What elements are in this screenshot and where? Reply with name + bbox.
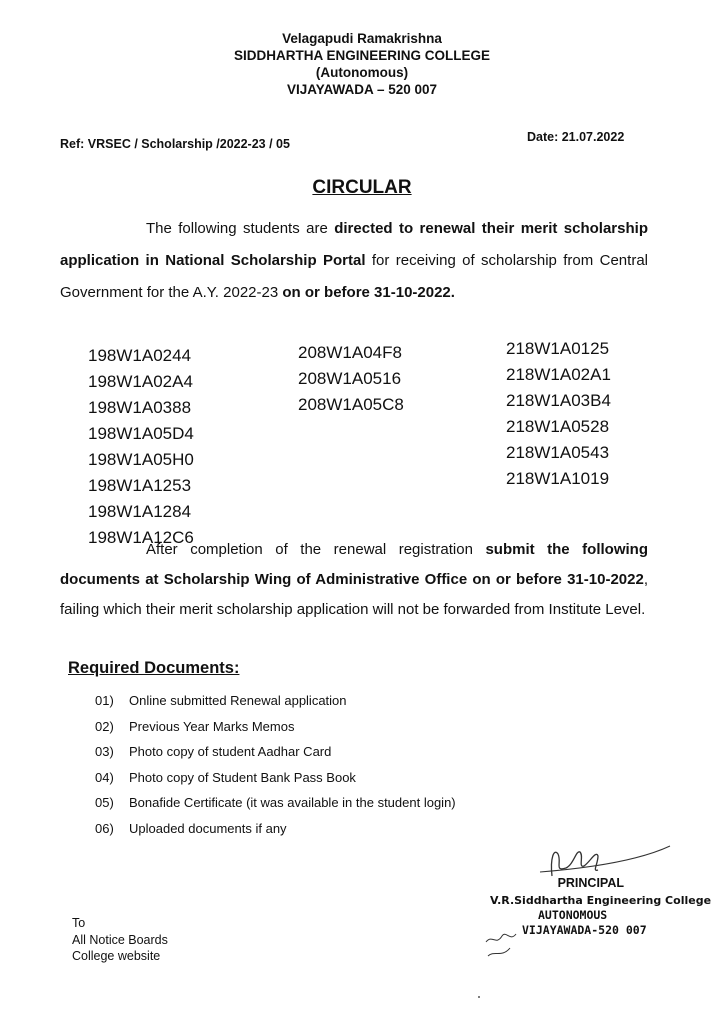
intro-text-1: The following students are — [146, 220, 335, 237]
intro-bold-1: directed to renewal their merit scholarship application in National Scholarship Portal — [60, 220, 648, 269]
student-id: 218W1A02A1 — [506, 365, 611, 384]
instructions-text-2: , failing which their merit scholarship application will not be forwarded from Institute Level. — [60, 571, 648, 618]
student-id: 198W1A1253 — [88, 476, 192, 495]
stamp-college-name: V.R.Siddhartha Engineering College — [490, 894, 712, 907]
item-text: Photo copy of student Aadhar Card — [129, 744, 332, 759]
item-number: 02) — [95, 718, 114, 734]
student-id: 208W1A05C8 — [298, 395, 404, 414]
stamp-address: VIJAYAWADA-520 007 — [522, 923, 647, 937]
scan-speck — [478, 996, 480, 998]
item-text: Bonafide Certificate (it was available in the student login) — [129, 795, 456, 810]
student-list-column-2 — [298, 340, 404, 418]
student-id: 198W1A1284 — [88, 502, 192, 521]
student-id: 218W1A1019 — [506, 469, 610, 488]
student-id: 208W1A0516 — [298, 369, 402, 388]
letterhead-address: VIJAYAWADA – 520 007 — [286, 82, 438, 97]
item-text: Uploaded documents if any — [129, 820, 287, 836]
student-id: 198W1A0388 — [88, 398, 192, 417]
stamp-autonomous: AUTONOMOUS — [538, 908, 608, 922]
student-list-column-3 — [506, 336, 611, 492]
intro-text-2: for receiving of scholarship from Central Government for the A.Y. 2022-23 — [60, 252, 648, 301]
list-item — [95, 714, 456, 740]
student-id: 198W1A0244 — [88, 346, 192, 365]
letterhead-college-name: SIDDHARTHA ENGINEERING COLLEGE — [233, 48, 490, 63]
recipients-block — [72, 915, 168, 965]
student-id: 218W1A03B4 — [506, 391, 611, 410]
student-list-column-1 — [88, 343, 194, 551]
item-number: 05) — [95, 795, 114, 810]
page-title: CIRCULAR — [312, 177, 412, 198]
student-id: 218W1A0528 — [506, 417, 610, 436]
instructions-bold: submit the following documents at Scholarship Wing of Administrative Office on or before 31-10-2022 — [60, 541, 648, 588]
list-item — [95, 739, 456, 765]
list-item — [95, 765, 456, 791]
item-text: Previous Year Marks Memos — [129, 718, 295, 734]
intro-bold-deadline: on or before 31-10-2022. — [282, 284, 455, 301]
item-number: 04) — [95, 769, 114, 785]
instructions-text-1: After completion of the renewal registration — [146, 541, 486, 558]
student-id: 198W1A12C6 — [88, 528, 194, 547]
principal-label: PRINCIPAL — [557, 876, 624, 890]
letterhead — [0, 30, 724, 98]
circular-date: Date: 21.07.2022 — [527, 130, 625, 144]
college-stamp — [490, 893, 711, 938]
reference-number: Ref: VRSEC / Scholarship /2022-23 / 05 — [60, 137, 290, 151]
student-id: 218W1A0543 — [506, 443, 610, 462]
letterhead-line-3: (Autonomous) — [315, 65, 409, 80]
recipient-item: All Notice Boards — [72, 932, 168, 947]
student-id: 198W1A05H0 — [88, 450, 194, 469]
required-documents-heading: Required Documents: — [68, 659, 240, 677]
item-number: 06) — [95, 820, 114, 836]
item-text: Online submitted Renewal application — [129, 693, 347, 708]
item-number: 01) — [95, 693, 114, 708]
student-id: 218W1A0125 — [506, 339, 610, 358]
recipient-item: College website — [72, 949, 161, 963]
instructions-paragraph — [60, 535, 648, 625]
list-item — [95, 790, 456, 816]
student-id: 198W1A05D4 — [88, 424, 194, 443]
item-text: Photo copy of Student Bank Pass Book — [129, 769, 356, 785]
list-item — [95, 688, 456, 714]
list-item — [95, 816, 456, 842]
student-id: 198W1A02A4 — [88, 372, 193, 391]
intro-paragraph — [60, 213, 648, 309]
student-id: 208W1A04F8 — [298, 343, 402, 362]
recipients-label: To — [72, 916, 86, 930]
letterhead-line-1: Velagapudi Ramakrishna — [282, 31, 442, 46]
item-number: 03) — [95, 744, 114, 759]
required-documents-list — [95, 688, 456, 841]
